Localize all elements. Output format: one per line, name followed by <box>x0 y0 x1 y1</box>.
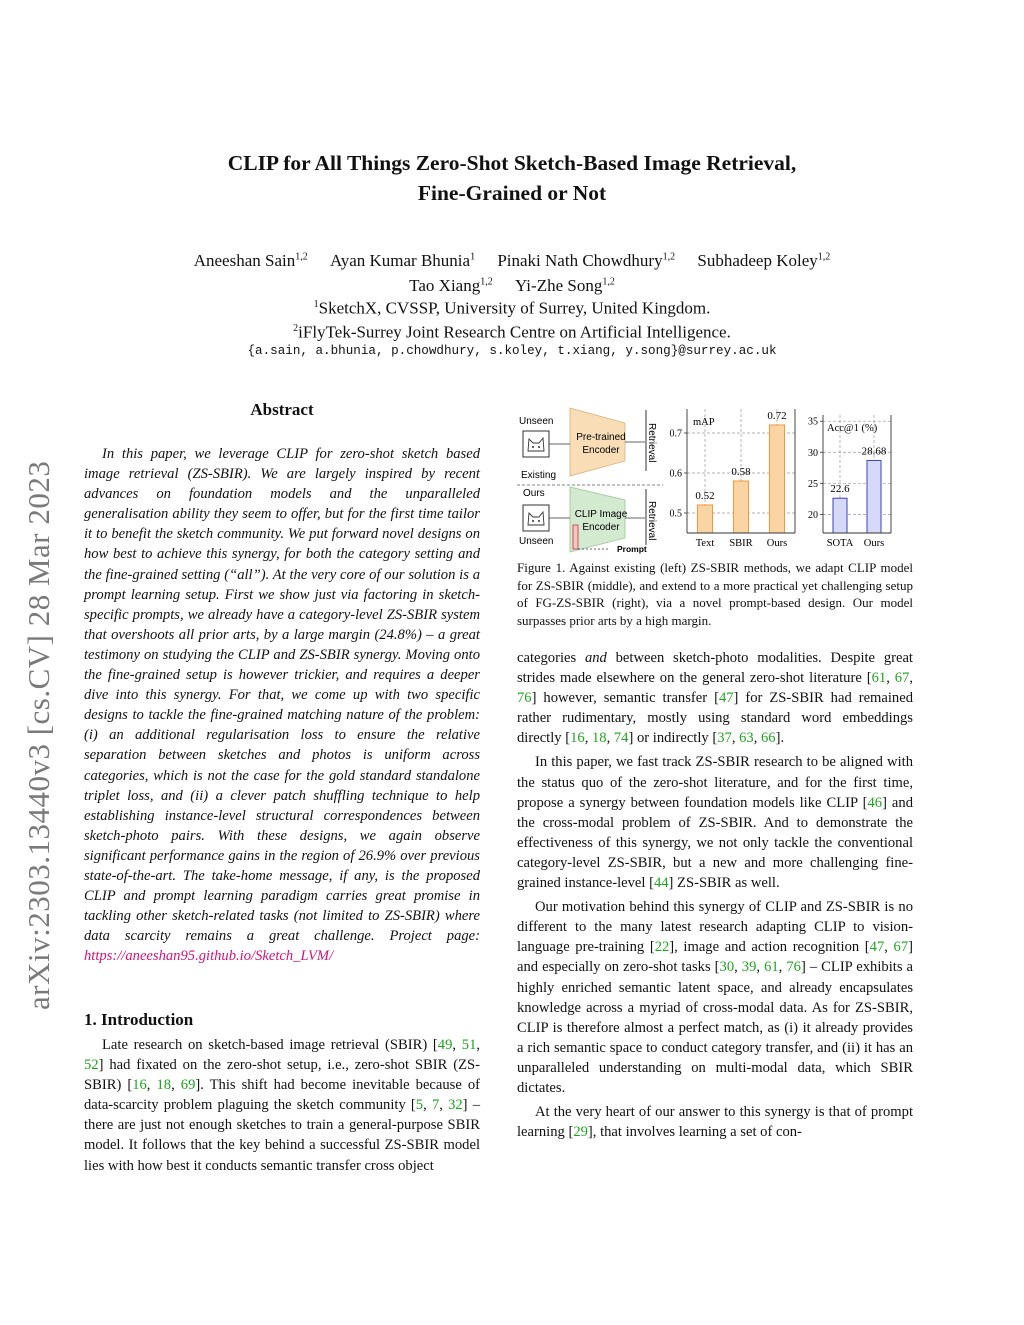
citation-link[interactable]: 7 <box>431 1097 440 1114</box>
citation-link[interactable]: 5 <box>415 1097 424 1114</box>
citation-link[interactable]: 16 <box>570 730 585 747</box>
figure-1-caption: Figure 1. Against existing (left) ZS-SBIR methods, we adapt CLIP model for ZS-SBIR (middle), and extend to a more practical yet challenging setup of FG-ZS-SBIR (right), via a novel prompt-based design. Our model surpasses prior arts by a high margin. <box>517 560 913 628</box>
affiliation-2: $^2$iFlyTek-Surrey Joint Research Centre on Artificial Intelligence. <box>293 322 731 342</box>
citation-link[interactable]: 66 <box>761 730 776 747</box>
bar-value-label: 0.52 <box>695 490 715 502</box>
paragraph: categories and between sketch-photo modalities. Despite great strides made elsewhere on the general zero-shot literature [61, 67, 76] however, semantic transfer [47] for ZS-SBIR had remained rather rudimentary, mostly using standard word embeddings directly [16, 18, 74] or indirectly [37, 63, 66]. <box>517 650 914 747</box>
citation-link[interactable]: 22 <box>654 939 670 956</box>
paragraph: At the very heart of our answer to this synergy is that of prompt learning [29], that involves learning a set of con- <box>517 1104 913 1141</box>
citation-link[interactable]: 29 <box>573 1124 588 1141</box>
abstract-body <box>84 444 480 966</box>
citation-link[interactable]: 46 <box>867 794 883 811</box>
project-label: Project page: <box>389 928 480 945</box>
y-tick-label: 20 <box>808 509 818 521</box>
bar <box>734 481 749 533</box>
author: Yi-Zhe Song$^{1,2}$ <box>514 276 615 296</box>
citation-link[interactable]: 18 <box>156 1077 172 1094</box>
citation-link[interactable]: 61 <box>764 959 779 976</box>
bar-value-label: 22.6 <box>830 483 850 496</box>
citation-link[interactable]: 67 <box>894 670 910 687</box>
retrieval-label-bottom: Retrieval <box>646 501 657 541</box>
y-tick-label: 35 <box>808 416 818 428</box>
chart-title: Acc@1 (%) <box>827 423 878 434</box>
author-emails: {a.sain, a.bhunia, p.chowdhury, s.koley, t.xiang, y.song}@surrey.ac.uk <box>247 344 777 358</box>
right-column <box>517 648 913 1146</box>
citation-link[interactable]: 67 <box>893 939 909 956</box>
citation-link[interactable]: 47 <box>869 939 885 956</box>
bar-value-label: 0.58 <box>731 466 751 478</box>
citation-link[interactable]: 69 <box>180 1077 196 1094</box>
encoder-bot-line1: CLIP Image <box>574 509 628 520</box>
bar-value-label: 0.72 <box>767 410 787 422</box>
author: Pinaki Nath Chowdhury$^{1,2}$ <box>497 250 676 270</box>
title-line-2: Fine-Grained or Not <box>417 181 607 205</box>
label-ours: Ours <box>523 488 545 499</box>
abstract-text: In this paper, we leverage CLIP for zero-shot sketch based image retrieval (ZS-SBIR). We are largely inspired by recent advances on foundation models and the unparalleled generalisation ability they seem to offer, but for the first time tailor it to benefit the sketch community. We put forward novel designs on how best to achieve this synergy, for both the category setting and the fine-grained setting (“all”). At the very core of our solution is a prompt learning setup. First we show just via factoring in sketch-specific prompts, we already have a category-level ZS-SBIR system that overshoots all prior arts, by a large margin (24.8%) – a great testimony on studying the CLIP and ZS-SBIR synergy. Moving onto the fine-grained setup is however trickier, and requires a deeper dive into this synergy. For that, we come up with two specific designs to tackle the fine-grained matching nature of the problem: (i) an additional regularisation loss to ensure the relative separation between sketches and photos is uniform across categories, which is not the case for the gold standard standalone triplet loss, and (ii) a clever patch shuffling technique to help establishing instance-level structural correspondences between sketch-photo pairs. With these designs, we again observe significant performance gains in the region of 26.9% over previous state-of-the-art. The take-home message, if any, is the proposed CLIP and prompt learning paradigm carries great promise in tackling other sketch-related tasks (not limited to ZS-SBIR) where data scarcity remains a great challenge. <box>84 446 480 945</box>
citation-link[interactable]: 32 <box>448 1097 463 1114</box>
acc-bar-chart <box>808 415 891 549</box>
project-page-link[interactable]: https://aneeshan95.github.io/Sketch_LVM/ <box>84 948 334 965</box>
citation-link[interactable]: 76 <box>517 690 532 707</box>
affiliation-1: $^1$SketchX, CVSSP, University of Surrey, United Kingdom. <box>313 298 711 318</box>
y-tick-label: 25 <box>808 478 818 490</box>
prompt-label: Prompt <box>617 544 647 554</box>
prompt-token <box>573 525 578 549</box>
x-tick-label: Text <box>695 538 715 549</box>
author-list <box>0 246 1024 297</box>
label-unseen-bottom: Unseen <box>519 536 554 547</box>
bar <box>770 425 785 533</box>
x-tick-label: Ours <box>766 538 788 549</box>
paragraph: In this paper, we fast track ZS-SBIR research to be aligned with the status quo of the zero-shot literature, and for the first time, propose a synergy between foundation models like CLIP [46] and the cross-modal problem of ZS-SBIR. And to demonstrate the effectiveness of this synergy, we not only tackle the conventional category-level ZS-SBIR, but a new and more challenging fine-grained instance-level [44] ZS-SBIR as well. <box>517 754 913 892</box>
map-bar-chart <box>670 409 796 549</box>
author: Aneeshan Sain$^{1,2}$ <box>193 250 308 270</box>
label-existing: Existing <box>521 470 557 481</box>
label-unseen-top: Unseen <box>519 416 554 427</box>
citation-link[interactable]: 37 <box>717 730 732 747</box>
section-heading-introduction: 1. Introduction <box>84 1010 194 1029</box>
chart-title: mAP <box>693 417 715 428</box>
x-tick-label: Ours <box>863 538 885 549</box>
citation-link[interactable]: 52 <box>84 1057 99 1074</box>
bar-value-label: 28.68 <box>861 445 887 458</box>
citation-link[interactable]: 39 <box>741 959 757 976</box>
citation-link[interactable]: 47 <box>718 690 734 707</box>
figure-1-graphic <box>515 405 915 555</box>
citation-link[interactable]: 61 <box>871 670 887 687</box>
paper-title <box>0 148 1024 208</box>
author-row-1 <box>0 246 1024 272</box>
encoder-top-line1: Pre-trained <box>576 432 626 443</box>
author: Tao Xiang$^{1,2}$ <box>409 276 493 296</box>
encoder-bot-line2: Encoder <box>582 522 620 533</box>
citation-link[interactable]: 44 <box>653 875 669 892</box>
y-tick-label: 0.6 <box>669 468 682 480</box>
abstract-heading: Abstract <box>250 400 314 419</box>
bar <box>867 460 881 533</box>
author: Subhadeep Koley$^{1,2}$ <box>697 250 831 270</box>
intro-paragraph: Late research on sketch-based image retrieval (SBIR) [49, 51, 52] had fixated on the zero-shot setup, i.e., zero-shot SBIR (ZS-SBIR) [16, 18, 69]. This shift had become inevitable because of data-scarcity problem plaguing the sketch community [5, 7, 32] – there are just not enough sketches to train a general-purpose SBIR model. It follows that the key behind a successful ZS-SBIR model lies with how best it conducts semantic transfer cross object <box>84 1037 481 1174</box>
sketch-thumbnail-bottom <box>523 505 549 531</box>
bar <box>698 505 713 533</box>
sketch-thumbnail-top <box>523 431 549 457</box>
y-tick-label: 30 <box>808 447 818 459</box>
author: Ayan Kumar Bhunia$^1$ <box>330 250 476 270</box>
citation-link[interactable]: 63 <box>739 730 754 747</box>
citation-link[interactable]: 18 <box>591 730 607 747</box>
x-tick-label: SBIR <box>729 538 753 549</box>
citation-link[interactable]: 76 <box>786 959 801 976</box>
citation-link[interactable]: 16 <box>132 1077 147 1094</box>
citation-link[interactable]: 51 <box>461 1037 477 1053</box>
paragraph: Our motivation behind this synergy of CLIP and ZS-SBIR is no different to the many latest research adapting CLIP to vision-language pre-training [22], image and action recognition [47, 67] and especially on zero-shot tasks [30, 39, 61, 76] – CLIP exhibits a highly enriched semantic latent space, and already encapsulates knowledge across a myriad of cross-modal data. As for ZS-SBIR, CLIP is therefore almost a perfect match, as (i) it already provides a rich semantic space to conduct category transfer, and (ii) it has an unparalleled understanding on multi-modal data, which SBIR dictates. <box>517 899 914 1096</box>
citation-link[interactable]: 49 <box>437 1037 453 1053</box>
retrieval-label-top: Retrieval <box>646 423 657 463</box>
x-tick-label: SOTA <box>826 538 854 549</box>
bar <box>833 498 847 533</box>
y-tick-label: 0.5 <box>669 508 682 520</box>
citation-link[interactable]: 30 <box>719 959 735 976</box>
y-tick-label: 0.7 <box>669 428 682 440</box>
figure-1 <box>515 405 915 555</box>
citation-link[interactable]: 74 <box>613 730 629 747</box>
title-line-1: CLIP for All Things Zero-Shot Sketch-Based Image Retrieval, <box>227 151 797 175</box>
encoder-top-line2: Encoder <box>582 445 620 456</box>
arxiv-identifier: arXiv:2303.13440v3 [cs.CV] 28 Mar 2023 <box>21 460 56 1010</box>
